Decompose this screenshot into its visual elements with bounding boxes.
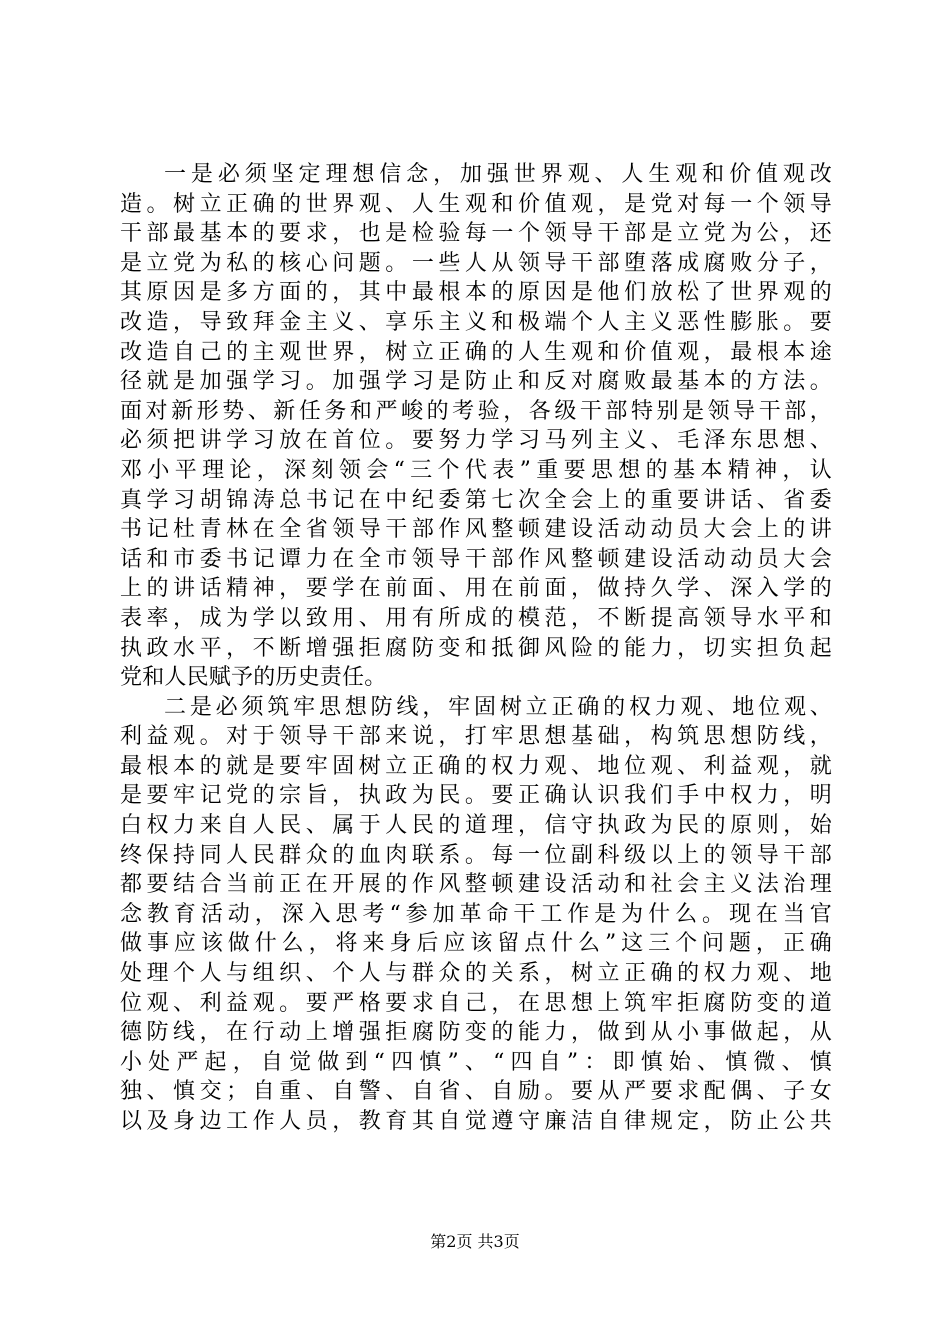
text-line: 表率，成为学以致用、用有所成的模范，不断提高领导水平和 [120,605,832,631]
text-line: 最根本的就是要牢固树立正确的权力观、地位观、利益观，就 [120,753,832,779]
text-line: 以及身边工作人员，教育其自觉遵守廉洁自律规定，防止公共 [120,1109,832,1134]
page-number-footer: 第2页 共3页 [430,1232,520,1251]
text-line: 干部最基本的要求，也是检验每一个领导干部是立党为公，还 [120,221,832,247]
text-line: 处理个人与组织、个人与群众的关系，树立正确的权力观、地 [120,961,832,987]
text-line: 二是必须筑牢思想防线，牢固树立正确的权力观、地位观、 [164,694,832,720]
text-line: 位观、利益观。要严格要求自己，在思想上筑牢拒腐防变的道 [120,990,832,1016]
text-line: 造。树立正确的世界观、人生观和价值观，是党对每一个领导 [120,191,832,217]
text-line: 话和市委书记谭力在全市领导干部作风整顿建设活动动员大会 [120,546,832,572]
text-line: 书记杜青林在全省领导干部作风整顿建设活动动员大会上的讲 [120,517,832,543]
text-line: 利益观。对于领导干部来说，打牢思想基础，构筑思想防线， [120,724,832,750]
text-line: 做事应该做什么，将来身后应该留点什么”这三个问题，正确 [120,931,832,957]
text-line: 必须把讲学习放在首位。要努力学习马列主义、毛泽东思想、 [120,428,832,454]
text-line: 改造自己的主观世界，树立正确的人生观和价值观，最根本途 [120,339,832,365]
text-line: 终保持同人民群众的血肉联系。每一位副科级以上的领导干部 [120,842,832,868]
text-line: 白权力来自人民、属于人民的道理，信守执政为民的原则，始 [120,813,832,839]
text-line: 党和人民赋予的历史责任。 [120,665,387,691]
text-line: 改造，导致拜金主义、享乐主义和极端个人主义恶性膨胀。要 [120,309,832,335]
paragraph-2 [120,693,832,1137]
text-line: 德防线，在行动上增强拒腐防变的能力，做到从小事做起，从 [120,1020,832,1046]
text-line: 独、慎交；自重、自警、自省、自励。要从严要求配偶、子女 [120,1079,832,1105]
text-line: 执政水平，不断增强拒腐防变和抵御风险的能力，切实担负起 [120,635,832,661]
text-line: 径就是加强学习。加强学习是防止和反对腐败最基本的方法。 [120,369,832,395]
text-line: 是要牢记党的宗旨，执政为民。要正确认识我们手中权力，明 [120,783,832,809]
text-line: 面对新形势、新任务和严峻的考验，各级干部特别是领导干部， [120,398,832,424]
text-line: 念教育活动，深入思考“参加革命干工作是为什么。现在当官 [120,901,832,927]
text-line: 真学习胡锦涛总书记在中纪委第七次全会上的重要讲话、省委 [120,487,832,513]
text-line: 小处严起，自觉做到“四慎”、“四自”：即慎始、慎微、慎 [120,1049,832,1075]
text-line: 一是必须坚定理想信念，加强世界观、人生观和价值观改 [164,162,832,187]
text-line: 是立党为私的核心问题。一些人从领导干部堕落成腐败分子， [120,250,832,276]
document-body [120,160,832,1137]
paragraph-1 [120,160,832,693]
text-line: 其原因是多方面的，其中最根本的原因是他们放松了世界观的 [120,280,832,306]
text-line: 邓小平理论，深刻领会“三个代表”重要思想的基本精神，认 [120,457,832,483]
text-line: 上的讲话精神，要学在前面、用在前面，做持久学、深入学的 [120,576,832,602]
text-line: 都要结合当前正在开展的作风整顿建设活动和社会主义法治理 [120,872,832,898]
